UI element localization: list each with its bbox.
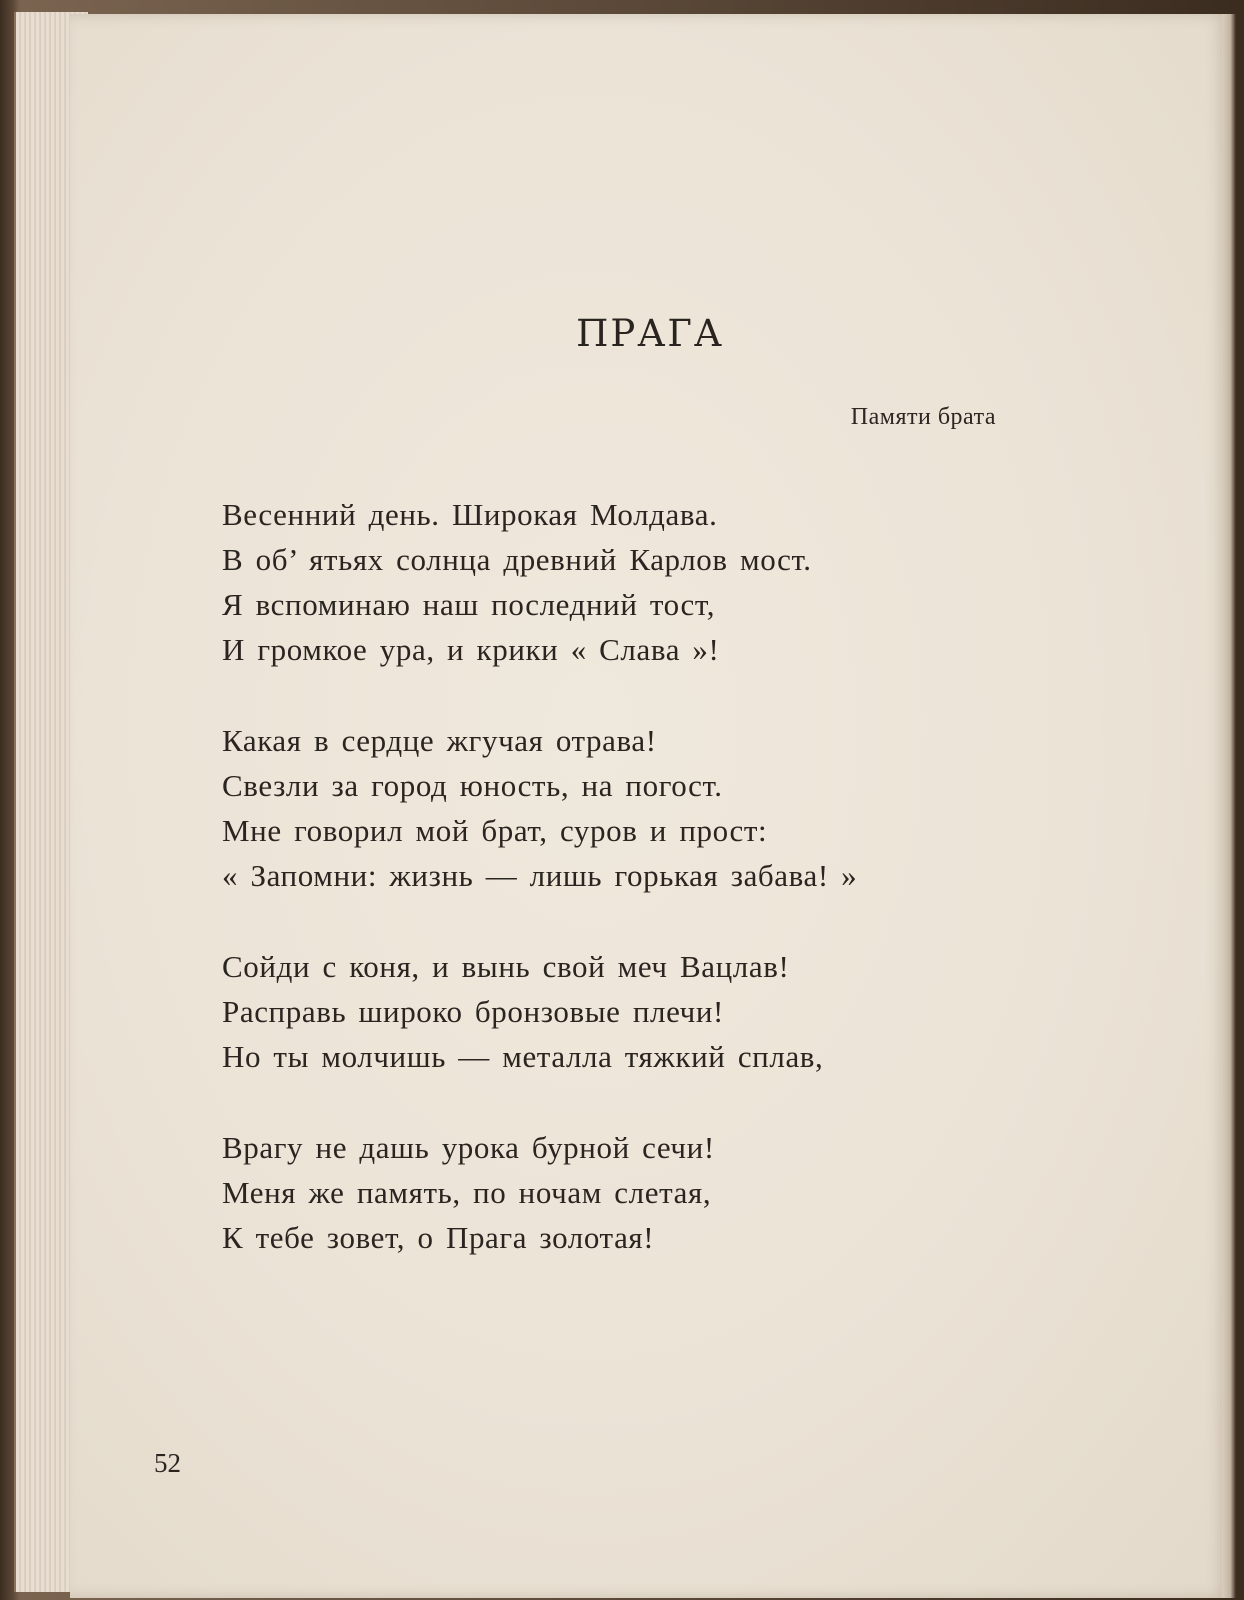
- dedication: Памяти брата: [850, 404, 996, 430]
- poem-line: Но ты молчишь — металла тяжкий сплав,: [222, 1039, 824, 1074]
- poem-line: Расправь широко бронзовые плечи!: [222, 994, 724, 1029]
- poem-line: Меня же память, по ночам слетая,: [222, 1175, 712, 1210]
- poem-line: Какая в сердце жгучая отрава!: [222, 723, 657, 758]
- stanza-3: [222, 944, 857, 1079]
- poem-title: ПРАГА: [576, 312, 724, 355]
- stanza-2: [222, 718, 857, 898]
- poem-line: И громкое ура, и крики « Слава »!: [222, 632, 720, 667]
- page-right-edge: [1222, 14, 1236, 1598]
- poem-line: « Запомни: жизнь — лишь горькая забава! »: [222, 858, 858, 893]
- poem-body: [222, 492, 857, 1306]
- stanza-4: [222, 1125, 857, 1260]
- poem-line: Врагу не дашь урока бурной сечи!: [222, 1130, 715, 1165]
- poem-line: Весенний день. Широкая Молдава.: [222, 497, 718, 532]
- poem-line: В об’ ятьях солнца древний Карлов мост.: [222, 542, 812, 577]
- poem-line: Сойди с коня, и вынь свой меч Вацлав!: [222, 949, 790, 984]
- stanza-1: [222, 492, 857, 672]
- page-number: 52: [154, 1448, 181, 1478]
- book-page: [70, 14, 1228, 1598]
- poem-line: Я вспоминаю наш последний тост,: [222, 587, 716, 622]
- poem-line: Свезли за город юность, на погост.: [222, 768, 723, 803]
- poem-line: К тебе зовет, о Прага золотая!: [222, 1220, 655, 1255]
- poem-line: Мне говорил мой брат, суров и прост:: [222, 813, 768, 848]
